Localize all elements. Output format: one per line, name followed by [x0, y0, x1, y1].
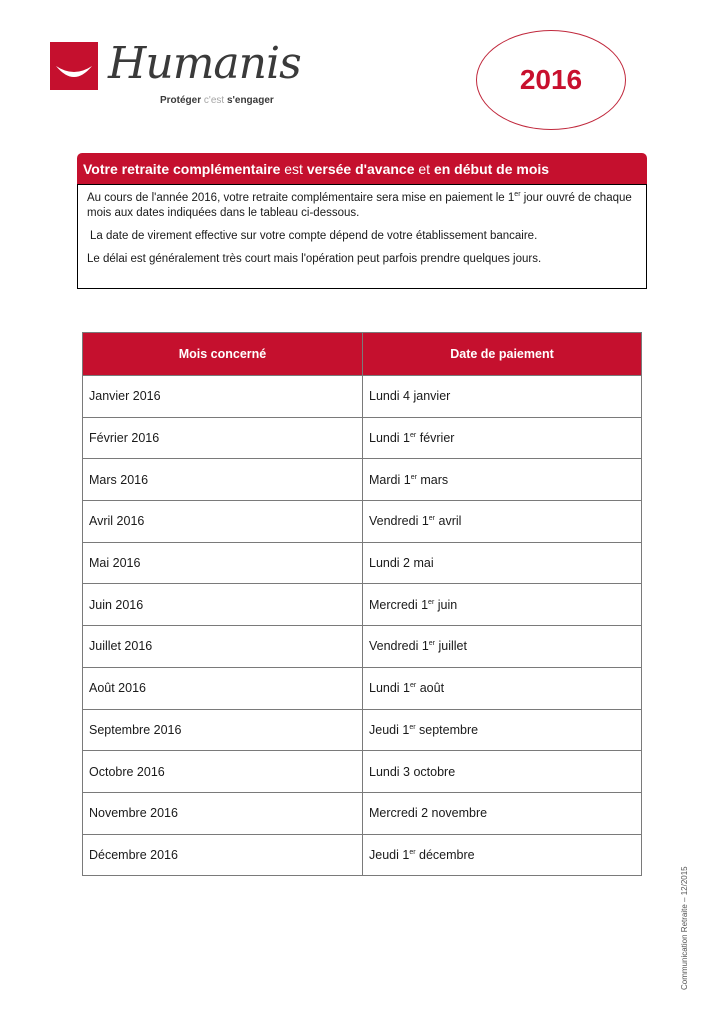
month-cell: Juillet 2016: [83, 626, 363, 668]
month-cell: Avril 2016: [83, 501, 363, 543]
table-row: [83, 834, 642, 876]
info-paragraph-2: La date de virement effective sur votre compte dépend de votre établissement bancaire.: [90, 230, 538, 242]
table-row: [83, 709, 642, 751]
humanis-logo-icon: [50, 42, 98, 90]
info-paragraph-3: Le délai est généralement très court mais l'opération peut parfois prendre quelques jours.: [87, 253, 542, 265]
month-cell: Janvier 2016: [83, 376, 363, 418]
payment-date-cell: Mardi 1er mars: [363, 459, 642, 501]
payment-date-cell: Lundi 2 mai: [363, 542, 642, 584]
header-payment-date: Date de paiement: [363, 333, 642, 376]
humanis-logo: [50, 38, 301, 112]
payment-date-cell: Lundi 1er août: [363, 667, 642, 709]
table-header-row: [83, 333, 642, 376]
info-paragraph-1: Au cours de l'année 2016, votre retraite complémentaire sera mise en paiement le 1er jour ouvré de chaque mois aux dates indiquées dans le tableau ci-dessous.: [87, 191, 632, 219]
table-row: [83, 667, 642, 709]
month-cell: Mars 2016: [83, 459, 363, 501]
year-text: 2016: [519, 64, 583, 95]
logo-wordmark: Humanis: [108, 38, 301, 89]
payment-date-cell: Lundi 4 janvier: [363, 376, 642, 418]
table-row: [83, 584, 642, 626]
payment-date-cell: Lundi 3 octobre: [363, 751, 642, 793]
table-row: [83, 626, 642, 668]
month-cell: Mai 2016: [83, 542, 363, 584]
info-body: [77, 184, 647, 289]
month-cell: Novembre 2016: [83, 792, 363, 834]
table-row: [83, 542, 642, 584]
payment-date-cell: Lundi 1er février: [363, 417, 642, 459]
table-row: [83, 751, 642, 793]
info-header: Votre retraite complémentaire est versée d'avance et en début de mois: [77, 153, 647, 185]
payment-date-cell: Mercredi 2 novembre: [363, 792, 642, 834]
month-cell: Février 2016: [83, 417, 363, 459]
month-cell: Septembre 2016: [83, 709, 363, 751]
table-row: [83, 459, 642, 501]
table-row: [83, 376, 642, 418]
payment-date-cell: Jeudi 1er septembre: [363, 709, 642, 751]
month-cell: Août 2016: [83, 667, 363, 709]
payment-date-cell: Vendredi 1er juillet: [363, 626, 642, 668]
year-badge: [476, 30, 626, 130]
month-cell: Octobre 2016: [83, 751, 363, 793]
footer-reference: Communication Retraite – 12/2015: [680, 866, 689, 990]
header-month: Mois concerné: [83, 333, 363, 376]
table-row: [83, 792, 642, 834]
logo-tagline: Protéger c'est s'engager: [160, 95, 274, 106]
payment-date-cell: Vendredi 1er avril: [363, 501, 642, 543]
table-row: [83, 501, 642, 543]
payment-date-cell: Mercredi 1er juin: [363, 584, 642, 626]
month-cell: Juin 2016: [83, 584, 363, 626]
table-row: [83, 417, 642, 459]
payment-date-cell: Jeudi 1er décembre: [363, 834, 642, 876]
payment-schedule-table: [82, 332, 642, 876]
month-cell: Décembre 2016: [83, 834, 363, 876]
